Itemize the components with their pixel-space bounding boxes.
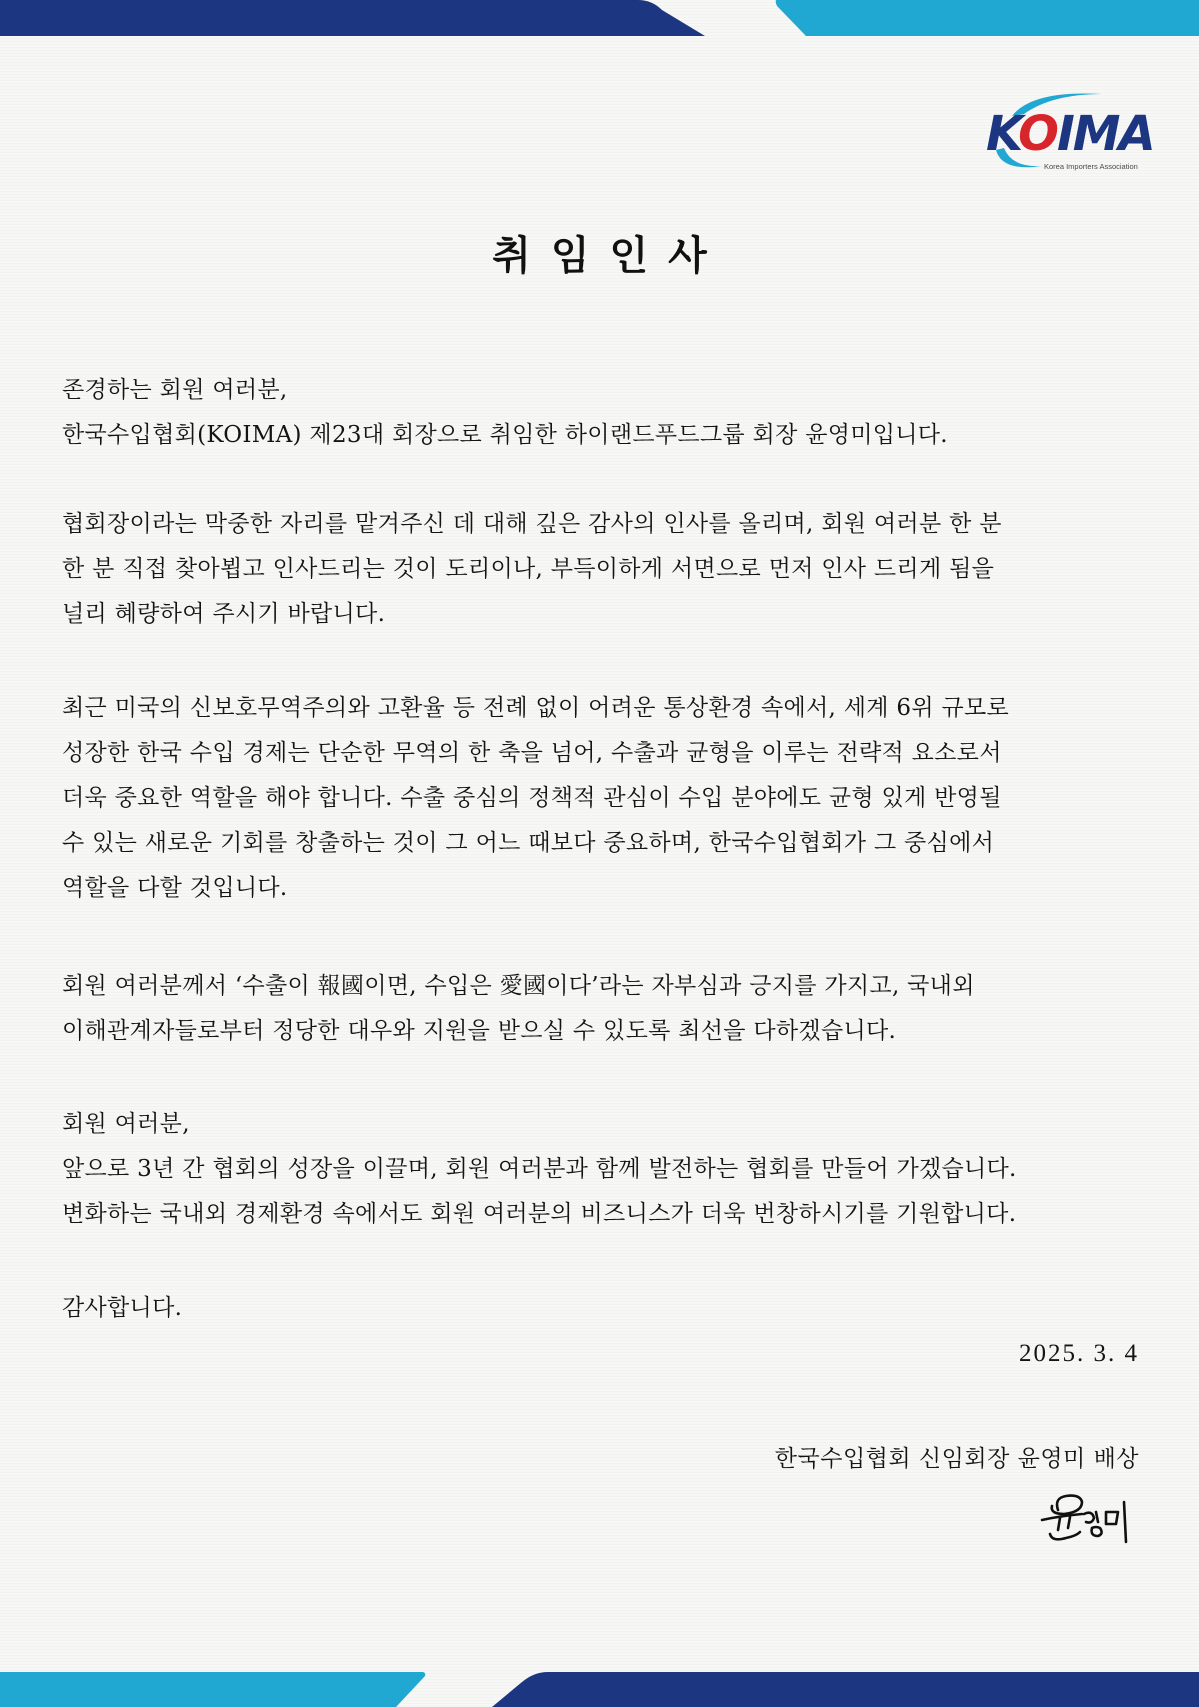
text-line: 회원 여러분, [62, 1111, 190, 1137]
bottom-navy-stripe [492, 1672, 1199, 1707]
paragraph-trade-environment [62, 686, 1150, 911]
paragraph-thanks [62, 502, 1150, 637]
top-navy-stripe [0, 0, 705, 36]
signer-line: 한국수입협회 신임회장 윤영미 배상 [774, 1446, 1140, 1472]
text-line: 한국수입협회(KOIMA) 제23대 회장으로 취임한 하이랜드푸드그룹 회장 윤영미입니다. [62, 422, 948, 448]
top-decorative-band [0, 0, 1199, 36]
text-line: 존경하는 회원 여러분, [62, 377, 288, 403]
text-line: 회원 여러분께서 ‘수출이 報國이면, 수입은 愛國이다’라는 자부심과 긍지를 가지고, 국내외 [62, 973, 975, 999]
text-line: 감사합니다. [62, 1295, 183, 1321]
paragraph-greeting [62, 368, 1150, 458]
text-line: 변화하는 국내외 경제환경 속에서도 회원 여러분의 비즈니스가 더욱 번창하시기를 기원합니다. [62, 1201, 1017, 1227]
paragraph-closing [62, 1102, 1150, 1237]
bottom-decorative-band [0, 1670, 1199, 1707]
text-line: 앞으로 3년 간 협회의 성장을 이끌며, 회원 여러분과 함께 발전하는 협회를 만들어 가겠습니다. [62, 1156, 1017, 1182]
logo-wordmark: KOIMA [986, 106, 1154, 162]
paragraph-pride [62, 964, 1150, 1054]
logo-tagline: Korea Importers Association [1044, 162, 1138, 171]
text-line: 더욱 중요한 역할을 해야 합니다. 수출 중심의 정책적 관심이 수입 분야에도 균형 있게 반영될 [62, 785, 1002, 811]
text-line: 최근 미국의 신보호무역주의와 고환율 등 전례 없이 어려운 통상환경 속에서, 세계 6위 규모로 [62, 695, 1010, 721]
text-line: 이해관계자들로부터 정당한 대우와 지원을 받으실 수 있도록 최선을 다하겠습니다. [62, 1018, 897, 1044]
handwritten-signature-icon [1036, 1490, 1132, 1550]
bottom-cyan-stripe [0, 1672, 425, 1707]
text-line: 협회장이라는 막중한 자리를 맡겨주신 데 대해 깊은 감사의 인사를 올리며, 회원 여러분 한 분 [62, 511, 1002, 537]
text-line: 역할을 다할 것입니다. [62, 875, 288, 901]
text-line: 성장한 한국 수입 경제는 단순한 무역의 한 축을 넘어, 수출과 균형을 이루는 전략적 요소로서 [62, 740, 1002, 766]
letter-date: 2025. 3. 4 [1019, 1340, 1139, 1367]
top-cyan-stripe [776, 0, 1199, 36]
text-line: 널리 혜량하여 주시기 바랍니다. [62, 601, 386, 627]
text-line: 한 분 직접 찾아뵙고 인사드리는 것이 도리이나, 부득이하게 서면으로 먼저 인사 드리게 됨을 [62, 556, 995, 582]
letter-title: 취임인사 [492, 233, 727, 279]
text-line: 수 있는 새로운 기회를 창출하는 것이 그 어느 때보다 중요하며, 한국수입협회가 그 중심에서 [62, 830, 995, 856]
paragraph-thank-you [62, 1286, 1150, 1331]
koima-logo [982, 86, 1152, 178]
